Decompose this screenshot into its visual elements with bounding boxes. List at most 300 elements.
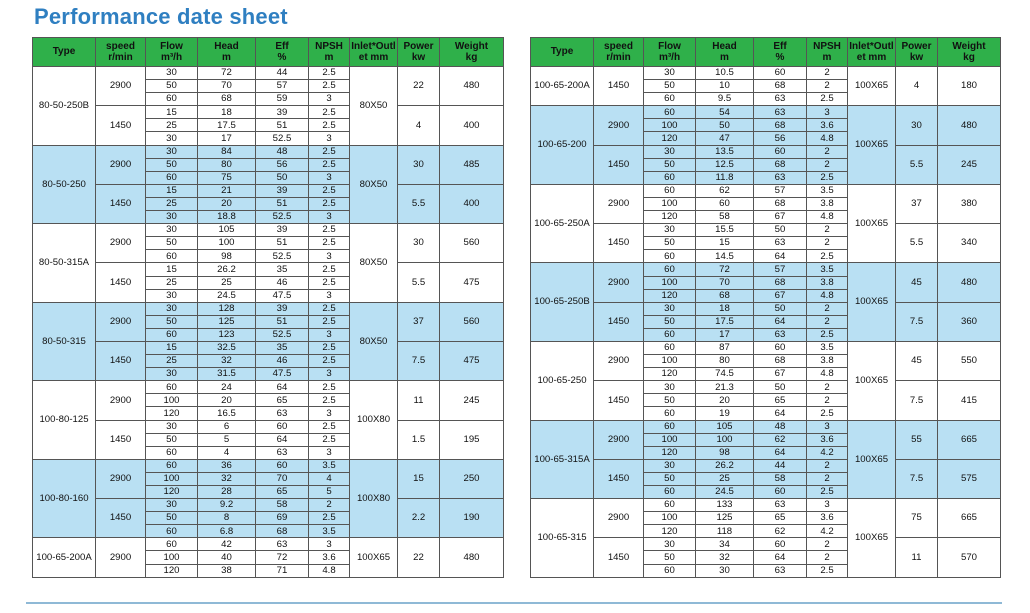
eff-cell: 63 xyxy=(754,499,807,512)
model-type-cell: 80-50-315 xyxy=(33,302,96,381)
inlet-outlet-cell: 100X65 xyxy=(848,420,896,499)
flow-cell: 100 xyxy=(644,276,696,289)
eff-cell: 39 xyxy=(256,302,309,315)
performance-table-right xyxy=(530,37,1001,578)
flow-cell: 60 xyxy=(644,341,696,354)
npsh-cell: 2.5 xyxy=(309,341,350,354)
table-row xyxy=(33,420,504,433)
inlet-outlet-cell: 100X65 xyxy=(848,499,896,578)
head-cell: 98 xyxy=(696,446,754,459)
head-cell: 14.5 xyxy=(696,250,754,263)
power-cell: 45 xyxy=(896,263,938,302)
npsh-cell: 2.5 xyxy=(309,263,350,276)
flow-cell: 100 xyxy=(644,119,696,132)
power-cell: 5.5 xyxy=(896,145,938,184)
eff-cell: 60 xyxy=(754,341,807,354)
head-cell: 34 xyxy=(696,538,754,551)
speed-cell: 2900 xyxy=(594,420,644,459)
eff-cell: 63 xyxy=(754,106,807,119)
head-cell: 50 xyxy=(696,119,754,132)
npsh-cell: 2.5 xyxy=(309,158,350,171)
npsh-cell: 2.5 xyxy=(309,237,350,250)
flow-cell: 60 xyxy=(146,446,198,459)
head-cell: 105 xyxy=(198,224,256,237)
inlet-outlet-cell: 100X65 xyxy=(848,106,896,185)
head-cell: 32 xyxy=(696,551,754,564)
eff-cell: 35 xyxy=(256,263,309,276)
flow-cell: 30 xyxy=(146,420,198,433)
flow-cell: 120 xyxy=(644,446,696,459)
flow-cell: 120 xyxy=(644,289,696,302)
speed-cell: 2900 xyxy=(96,302,146,341)
eff-cell: 48 xyxy=(754,420,807,433)
flow-cell: 50 xyxy=(644,237,696,250)
flow-cell: 30 xyxy=(146,368,198,381)
head-cell: 40 xyxy=(198,551,256,564)
npsh-cell: 2.5 xyxy=(309,67,350,80)
flow-cell: 60 xyxy=(146,459,198,472)
npsh-cell: 2.5 xyxy=(309,224,350,237)
flow-cell: 100 xyxy=(146,394,198,407)
table-row xyxy=(33,459,504,472)
eff-cell: 39 xyxy=(256,106,309,119)
head-cell: 19 xyxy=(696,407,754,420)
power-cell: 7.5 xyxy=(896,459,938,498)
power-cell: 75 xyxy=(896,499,938,538)
power-cell: 7.5 xyxy=(896,302,938,341)
header-weight: Weight kg xyxy=(938,38,1001,67)
eff-cell: 52.5 xyxy=(256,211,309,224)
npsh-cell: 3 xyxy=(807,106,848,119)
head-cell: 68 xyxy=(696,289,754,302)
flow-cell: 100 xyxy=(644,433,696,446)
model-type-cell: 80-50-315A xyxy=(33,224,96,303)
flow-cell: 30 xyxy=(146,499,198,512)
head-cell: 25 xyxy=(198,276,256,289)
weight-cell: 480 xyxy=(938,263,1001,302)
head-cell: 9.2 xyxy=(198,499,256,512)
flow-cell: 50 xyxy=(644,551,696,564)
weight-cell: 570 xyxy=(938,538,1001,577)
table-row xyxy=(531,224,1001,237)
header-flow: Flow m³/h xyxy=(146,38,198,67)
eff-cell: 59 xyxy=(256,93,309,106)
eff-cell: 50 xyxy=(256,171,309,184)
head-cell: 20 xyxy=(198,394,256,407)
npsh-cell: 4.8 xyxy=(807,289,848,302)
npsh-cell: 4.8 xyxy=(807,211,848,224)
speed-cell: 1450 xyxy=(594,538,644,577)
npsh-cell: 3.6 xyxy=(807,119,848,132)
flow-cell: 60 xyxy=(146,328,198,341)
power-cell: 11 xyxy=(896,538,938,577)
flow-cell: 30 xyxy=(146,211,198,224)
power-cell: 45 xyxy=(896,341,938,380)
inlet-outlet-cell: 100X80 xyxy=(350,459,398,538)
speed-cell: 1450 xyxy=(594,459,644,498)
head-cell: 18 xyxy=(198,106,256,119)
npsh-cell: 3 xyxy=(309,132,350,145)
head-cell: 80 xyxy=(696,355,754,368)
table-row xyxy=(531,499,1001,512)
head-cell: 100 xyxy=(696,433,754,446)
power-cell: 37 xyxy=(896,184,938,223)
npsh-cell: 2 xyxy=(309,499,350,512)
head-cell: 5 xyxy=(198,433,256,446)
speed-cell: 1450 xyxy=(96,184,146,223)
npsh-cell: 3 xyxy=(309,211,350,224)
weight-cell: 250 xyxy=(440,459,504,498)
speed-cell: 1450 xyxy=(594,302,644,341)
eff-cell: 56 xyxy=(754,132,807,145)
flow-cell: 50 xyxy=(146,433,198,446)
eff-cell: 70 xyxy=(256,472,309,485)
flow-cell: 120 xyxy=(644,211,696,224)
weight-cell: 245 xyxy=(440,381,504,420)
table-body xyxy=(33,67,504,578)
eff-cell: 58 xyxy=(256,499,309,512)
page-title: Performance date sheet xyxy=(34,4,288,29)
eff-cell: 72 xyxy=(256,551,309,564)
power-cell: 11 xyxy=(398,381,440,420)
head-cell: 10.5 xyxy=(696,67,754,80)
flow-cell: 15 xyxy=(146,184,198,197)
eff-cell: 68 xyxy=(256,525,309,538)
npsh-cell: 2.5 xyxy=(807,250,848,263)
npsh-cell: 2 xyxy=(807,67,848,80)
header-inlet-outlet: Inlet*Outl et mm xyxy=(350,38,398,67)
npsh-cell: 3.5 xyxy=(807,263,848,276)
head-cell: 26.2 xyxy=(198,263,256,276)
npsh-cell: 2 xyxy=(807,145,848,158)
npsh-cell: 4.2 xyxy=(807,446,848,459)
npsh-cell: 2.5 xyxy=(309,80,350,93)
head-cell: 60 xyxy=(696,197,754,210)
weight-cell: 485 xyxy=(440,145,504,184)
head-cell: 17 xyxy=(198,132,256,145)
performance-table-left xyxy=(32,37,504,578)
flow-cell: 25 xyxy=(146,119,198,132)
head-cell: 125 xyxy=(696,512,754,525)
table-row xyxy=(33,67,504,80)
model-type-cell: 80-50-250B xyxy=(33,67,96,146)
npsh-cell: 3.8 xyxy=(807,276,848,289)
header-type: Type xyxy=(33,38,96,67)
model-type-cell: 100-65-250B xyxy=(531,263,594,342)
npsh-cell: 2.5 xyxy=(309,355,350,368)
flow-cell: 15 xyxy=(146,106,198,119)
npsh-cell: 2 xyxy=(807,224,848,237)
flow-cell: 50 xyxy=(644,80,696,93)
speed-cell: 1450 xyxy=(96,106,146,145)
head-cell: 16.5 xyxy=(198,407,256,420)
npsh-cell: 2.5 xyxy=(309,276,350,289)
head-cell: 133 xyxy=(696,499,754,512)
speed-cell: 2900 xyxy=(96,459,146,498)
table-row xyxy=(531,381,1001,394)
footer-divider xyxy=(26,602,1002,604)
npsh-cell: 3 xyxy=(309,538,350,551)
model-type-cell: 100-65-315 xyxy=(531,499,594,578)
npsh-cell: 2 xyxy=(807,538,848,551)
npsh-cell: 4.2 xyxy=(807,525,848,538)
table-row xyxy=(531,184,1001,197)
model-type-cell: 100-65-200A xyxy=(531,67,594,106)
flow-cell: 30 xyxy=(644,381,696,394)
head-cell: 123 xyxy=(198,328,256,341)
npsh-cell: 3 xyxy=(309,407,350,420)
eff-cell: 65 xyxy=(754,394,807,407)
head-cell: 31.5 xyxy=(198,368,256,381)
eff-cell: 51 xyxy=(256,119,309,132)
npsh-cell: 3 xyxy=(309,289,350,302)
flow-cell: 30 xyxy=(146,224,198,237)
eff-cell: 46 xyxy=(256,355,309,368)
head-cell: 74.5 xyxy=(696,368,754,381)
eff-cell: 39 xyxy=(256,224,309,237)
head-cell: 25 xyxy=(696,472,754,485)
flow-cell: 50 xyxy=(644,394,696,407)
flow-cell: 50 xyxy=(146,158,198,171)
head-cell: 32 xyxy=(198,472,256,485)
flow-cell: 60 xyxy=(146,93,198,106)
weight-cell: 480 xyxy=(440,67,504,106)
inlet-outlet-cell: 80X50 xyxy=(350,224,398,303)
eff-cell: 63 xyxy=(754,171,807,184)
power-cell: 55 xyxy=(896,420,938,459)
flow-cell: 60 xyxy=(644,328,696,341)
flow-cell: 60 xyxy=(644,486,696,499)
power-cell: 4 xyxy=(896,67,938,106)
flow-cell: 50 xyxy=(644,315,696,328)
weight-cell: 475 xyxy=(440,341,504,380)
speed-cell: 2900 xyxy=(594,499,644,538)
power-cell: 5.5 xyxy=(896,224,938,263)
flow-cell: 50 xyxy=(146,80,198,93)
flow-cell: 30 xyxy=(146,302,198,315)
head-cell: 20 xyxy=(198,197,256,210)
npsh-cell: 3 xyxy=(309,93,350,106)
eff-cell: 67 xyxy=(754,289,807,302)
header-row xyxy=(531,38,1001,67)
power-cell: 5.5 xyxy=(398,184,440,223)
eff-cell: 63 xyxy=(256,446,309,459)
flow-cell: 30 xyxy=(644,224,696,237)
head-cell: 24 xyxy=(198,381,256,394)
weight-cell: 400 xyxy=(440,184,504,223)
head-cell: 6.8 xyxy=(198,525,256,538)
npsh-cell: 3 xyxy=(807,499,848,512)
head-cell: 11.8 xyxy=(696,171,754,184)
eff-cell: 64 xyxy=(754,407,807,420)
head-cell: 87 xyxy=(696,341,754,354)
table-body xyxy=(531,67,1001,578)
head-cell: 4 xyxy=(198,446,256,459)
eff-cell: 50 xyxy=(754,302,807,315)
eff-cell: 68 xyxy=(754,276,807,289)
speed-cell: 2900 xyxy=(96,224,146,263)
eff-cell: 65 xyxy=(256,394,309,407)
head-cell: 42 xyxy=(198,538,256,551)
flow-cell: 60 xyxy=(146,525,198,538)
head-cell: 58 xyxy=(696,211,754,224)
power-cell: 15 xyxy=(398,459,440,498)
npsh-cell: 2.5 xyxy=(309,197,350,210)
eff-cell: 57 xyxy=(256,80,309,93)
power-cell: 7.5 xyxy=(896,381,938,420)
head-cell: 125 xyxy=(198,315,256,328)
npsh-cell: 2.5 xyxy=(807,328,848,341)
eff-cell: 63 xyxy=(754,93,807,106)
header-flow: Flow m³/h xyxy=(644,38,696,67)
inlet-outlet-cell: 100X65 xyxy=(848,67,896,106)
eff-cell: 63 xyxy=(256,407,309,420)
speed-cell: 2900 xyxy=(594,263,644,302)
head-cell: 18 xyxy=(696,302,754,315)
head-cell: 13.5 xyxy=(696,145,754,158)
header-eff: Eff % xyxy=(754,38,807,67)
eff-cell: 63 xyxy=(256,538,309,551)
head-cell: 30 xyxy=(696,564,754,577)
eff-cell: 56 xyxy=(256,158,309,171)
header-type: Type xyxy=(531,38,594,67)
npsh-cell: 3.5 xyxy=(309,459,350,472)
flow-cell: 60 xyxy=(146,381,198,394)
speed-cell: 1450 xyxy=(594,145,644,184)
head-cell: 72 xyxy=(696,263,754,276)
eff-cell: 63 xyxy=(754,564,807,577)
speed-cell: 2900 xyxy=(96,145,146,184)
npsh-cell: 3.5 xyxy=(807,184,848,197)
weight-cell: 380 xyxy=(938,184,1001,223)
flow-cell: 50 xyxy=(146,512,198,525)
npsh-cell: 4.8 xyxy=(309,564,350,577)
npsh-cell: 2.5 xyxy=(309,315,350,328)
head-cell: 21.3 xyxy=(696,381,754,394)
eff-cell: 57 xyxy=(754,184,807,197)
inlet-outlet-cell: 100X65 xyxy=(848,341,896,420)
weight-cell: 560 xyxy=(440,302,504,341)
header-eff: Eff % xyxy=(256,38,309,67)
table-row xyxy=(531,459,1001,472)
weight-cell: 340 xyxy=(938,224,1001,263)
head-cell: 8 xyxy=(198,512,256,525)
npsh-cell: 3.5 xyxy=(807,341,848,354)
eff-cell: 71 xyxy=(256,564,309,577)
eff-cell: 48 xyxy=(256,145,309,158)
flow-cell: 100 xyxy=(644,355,696,368)
eff-cell: 51 xyxy=(256,315,309,328)
eff-cell: 68 xyxy=(754,119,807,132)
npsh-cell: 2 xyxy=(807,394,848,407)
head-cell: 80 xyxy=(198,158,256,171)
model-type-cell: 100-80-125 xyxy=(33,381,96,460)
npsh-cell: 2 xyxy=(807,472,848,485)
eff-cell: 47.5 xyxy=(256,289,309,302)
eff-cell: 60 xyxy=(754,67,807,80)
eff-cell: 62 xyxy=(754,433,807,446)
inlet-outlet-cell: 100X65 xyxy=(848,184,896,263)
power-cell: 4 xyxy=(398,106,440,145)
flow-cell: 60 xyxy=(644,499,696,512)
head-cell: 32 xyxy=(198,355,256,368)
npsh-cell: 3.6 xyxy=(807,433,848,446)
flow-cell: 30 xyxy=(146,132,198,145)
npsh-cell: 2 xyxy=(807,315,848,328)
npsh-cell: 3 xyxy=(309,328,350,341)
speed-cell: 2900 xyxy=(594,184,644,223)
flow-cell: 100 xyxy=(146,472,198,485)
eff-cell: 68 xyxy=(754,197,807,210)
npsh-cell: 2.5 xyxy=(309,106,350,119)
npsh-cell: 4 xyxy=(309,472,350,485)
flow-cell: 25 xyxy=(146,197,198,210)
head-cell: 10 xyxy=(696,80,754,93)
npsh-cell: 4.8 xyxy=(807,132,848,145)
model-type-cell: 80-50-250 xyxy=(33,145,96,224)
flow-cell: 30 xyxy=(644,67,696,80)
head-cell: 68 xyxy=(198,93,256,106)
speed-cell: 2900 xyxy=(96,67,146,106)
npsh-cell: 2 xyxy=(807,158,848,171)
flow-cell: 30 xyxy=(146,289,198,302)
eff-cell: 60 xyxy=(754,538,807,551)
power-cell: 30 xyxy=(896,106,938,145)
table-row xyxy=(531,67,1001,80)
eff-cell: 60 xyxy=(754,486,807,499)
npsh-cell: 3 xyxy=(309,446,350,459)
eff-cell: 44 xyxy=(256,67,309,80)
power-cell: 7.5 xyxy=(398,341,440,380)
model-type-cell: 100-65-250 xyxy=(531,341,594,420)
npsh-cell: 5 xyxy=(309,486,350,499)
eff-cell: 65 xyxy=(256,486,309,499)
power-cell: 1.5 xyxy=(398,420,440,459)
flow-cell: 25 xyxy=(146,355,198,368)
table-row xyxy=(33,263,504,276)
head-cell: 36 xyxy=(198,459,256,472)
head-cell: 26.2 xyxy=(696,459,754,472)
eff-cell: 64 xyxy=(256,381,309,394)
flow-cell: 30 xyxy=(644,145,696,158)
head-cell: 128 xyxy=(198,302,256,315)
flow-cell: 60 xyxy=(644,420,696,433)
flow-cell: 50 xyxy=(644,472,696,485)
eff-cell: 52.5 xyxy=(256,328,309,341)
npsh-cell: 2 xyxy=(807,302,848,315)
head-cell: 20 xyxy=(696,394,754,407)
speed-cell: 2900 xyxy=(96,381,146,420)
flow-cell: 25 xyxy=(146,276,198,289)
head-cell: 118 xyxy=(696,525,754,538)
speed-cell: 1450 xyxy=(594,224,644,263)
inlet-outlet-cell: 100X80 xyxy=(350,381,398,460)
eff-cell: 44 xyxy=(754,459,807,472)
weight-cell: 480 xyxy=(440,538,504,577)
eff-cell: 64 xyxy=(754,446,807,459)
head-cell: 6 xyxy=(198,420,256,433)
inlet-outlet-cell: 100X65 xyxy=(848,263,896,342)
eff-cell: 50 xyxy=(754,224,807,237)
head-cell: 62 xyxy=(696,184,754,197)
table-row xyxy=(33,538,504,551)
head-cell: 21 xyxy=(198,184,256,197)
power-cell: 22 xyxy=(398,538,440,577)
power-cell: 5.5 xyxy=(398,263,440,302)
eff-cell: 46 xyxy=(256,276,309,289)
npsh-cell: 2.5 xyxy=(807,407,848,420)
speed-cell: 1450 xyxy=(594,67,644,106)
